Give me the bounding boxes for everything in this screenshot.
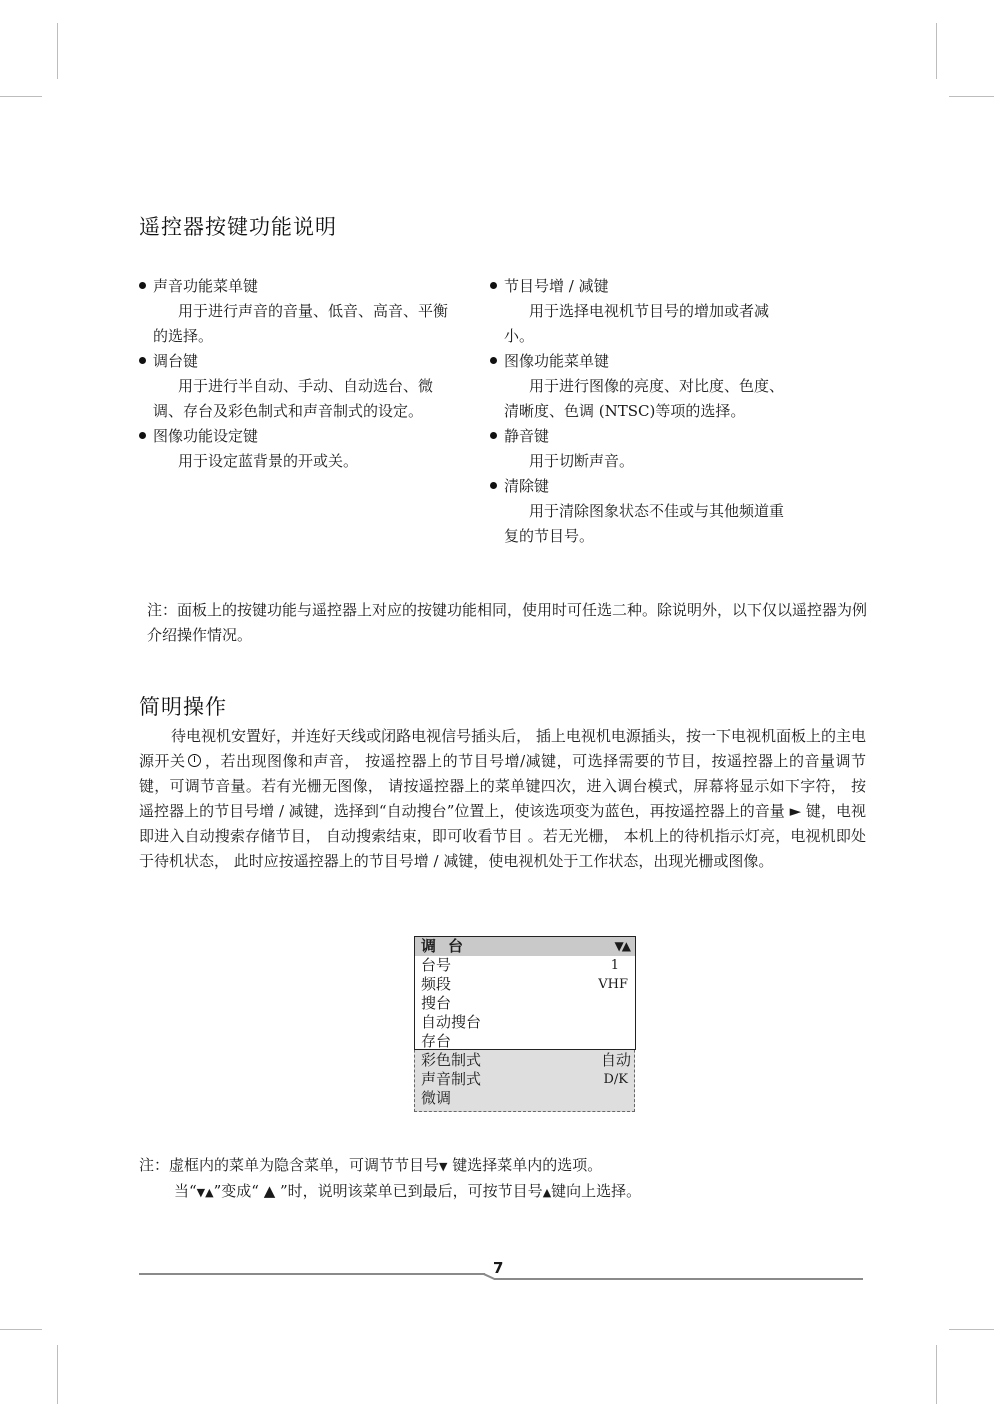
power-icon: [188, 754, 201, 767]
menu-item: [421, 1089, 631, 1108]
list-item: [490, 274, 790, 349]
menu-item-label: 频段: [421, 975, 452, 993]
menu-item: [421, 975, 631, 994]
menu-item-label: 台号: [421, 956, 452, 974]
bullet-icon: [490, 432, 497, 439]
bullet-icon: [139, 357, 146, 364]
note-line1: [139, 1156, 602, 1174]
right-column: [490, 274, 790, 549]
up-triangle-icon: ▲: [542, 1186, 552, 1199]
menu-item: [421, 994, 631, 1013]
menu-item-label: 微调: [421, 1089, 452, 1107]
list-item: [490, 349, 790, 424]
item-title: 声音功能菜单键: [153, 277, 259, 295]
crop-mark: [57, 1345, 58, 1404]
item-desc: 用于进行图像的亮度、对比度、色度、清晰度、色调 (NTSC)等项的选择。: [504, 377, 785, 420]
down-triangle-icon: ▼: [439, 1160, 448, 1173]
crop-mark: [936, 1345, 937, 1404]
item-desc: 用于清除图象状态不佳或与其他频道重复的节目号。: [504, 502, 785, 545]
note-text: 键向上选择。: [551, 1182, 642, 1200]
footer-rule: [494, 1278, 863, 1280]
item-desc: 用于设定蓝背景的开或关。: [178, 452, 359, 470]
bullet-icon: [490, 482, 497, 489]
menu-item-label: 自动搜台: [421, 1013, 482, 1031]
item-title: 静音键: [504, 427, 550, 445]
menu-header-title: 调台: [421, 937, 476, 955]
item-title: 图像功能设定键: [153, 427, 259, 445]
note-text: 注：虚框内的菜单为隐含菜单，可调节节目号: [139, 1156, 440, 1174]
crop-mark: [936, 23, 937, 79]
bullet-icon: [490, 357, 497, 364]
menu-item-value: D/K: [603, 1072, 628, 1087]
hidden-menu-note: [139, 1153, 859, 1205]
menu-header: [421, 937, 631, 956]
left-column: [139, 274, 459, 474]
crop-mark: [949, 96, 994, 97]
menu-item: [421, 1032, 631, 1051]
para-text-2: ，若出现图像和声音， 按遥控器上的节目号增/减键，可选择需要的节目，按遥控器上的音量调节键，可调节音量。若有光栅无图像， 请按遥控器上的菜单键四次，进入调台模式，屏幕将显示如下字符， 按遥控器上的节目号增 / 减键，选择到“自动搜台”位置上，使该选项变为蓝色，再按遥控器上的音量 ► 键，电视即进入自动搜索存储节目， 自动搜索结束，即可收看节目 。若无光栅， 本机上的待机指示灯亮，电视机即处于待机状态， 此时应按遥控器上的节目号增 / 减键，使电视机处于工作状态，出现光栅或图像。: [139, 752, 866, 870]
bullet-icon: [490, 282, 497, 289]
menu-item-label: 彩色制式: [421, 1051, 482, 1069]
crop-mark: [0, 96, 42, 97]
bullet-icon: [139, 282, 146, 289]
item-desc: 用于选择电视机节目号的增加或者减小。: [504, 302, 770, 345]
crop-mark: [949, 1329, 994, 1330]
list-item: [490, 424, 790, 474]
up-down-arrows-icon: ▼▲: [196, 1186, 214, 1199]
up-down-arrows-icon: ▼▲: [614, 939, 629, 953]
note-line2: [139, 1179, 859, 1205]
note-text: ”变成“ ▲ ”时，说明该菜单已到最后，可按节目号: [213, 1182, 543, 1200]
operation-paragraph: [139, 724, 866, 874]
section-title-remote-keys: 遥控器按键功能说明: [139, 215, 337, 239]
page-number: 7: [493, 1259, 504, 1277]
item-title: 图像功能菜单键: [504, 352, 610, 370]
menu-item: [421, 956, 631, 975]
menu-item-value: 1: [610, 958, 619, 973]
item-title: 清除键: [504, 477, 550, 495]
menu-item: [421, 1070, 631, 1089]
note-text: 当“: [174, 1182, 197, 1200]
item-desc: 用于进行声音的音量、低音、高音、平衡的选择。: [153, 302, 449, 345]
list-item: [139, 349, 459, 424]
list-item: [139, 274, 459, 349]
menu-item-value: VHF: [598, 977, 628, 992]
bullet-icon: [139, 432, 146, 439]
menu-item-label: 搜台: [421, 994, 452, 1012]
list-item: [139, 424, 459, 474]
note-text: 键选择菜单内的选项。: [447, 1156, 603, 1174]
item-desc: 用于进行半自动、手动、自动选台、微调、存台及彩色制式和声音制式的设定。: [153, 377, 434, 420]
menu-item-value: 自动: [600, 1051, 631, 1069]
panel-note: 注：面板上的按键功能与遥控器上对应的按键功能相同，使用时可任选二种。除说明外，以下仅以遥控器为例介绍操作情况。: [147, 601, 868, 644]
crop-mark: [0, 1329, 42, 1330]
item-title: 调台键: [153, 352, 199, 370]
crop-mark: [57, 23, 58, 79]
footer-rule: [139, 1273, 485, 1275]
para-text-1: 待电视机安置好，并连好天线或闭路电视信号插头后， 插上电视机电源插头，按一下电视机面板上的主电源开关: [139, 727, 866, 770]
menu-item-label: 声音制式: [421, 1070, 482, 1088]
item-desc: 用于切断声音。: [529, 452, 635, 470]
section-title-quick-operation: 简明操作: [139, 695, 227, 719]
menu-item: [421, 1051, 631, 1070]
list-item: [490, 474, 790, 549]
menu-item: [421, 1013, 631, 1032]
menu-item-label: 存台: [421, 1032, 452, 1050]
item-title: 节目号增 / 减键: [504, 277, 609, 295]
